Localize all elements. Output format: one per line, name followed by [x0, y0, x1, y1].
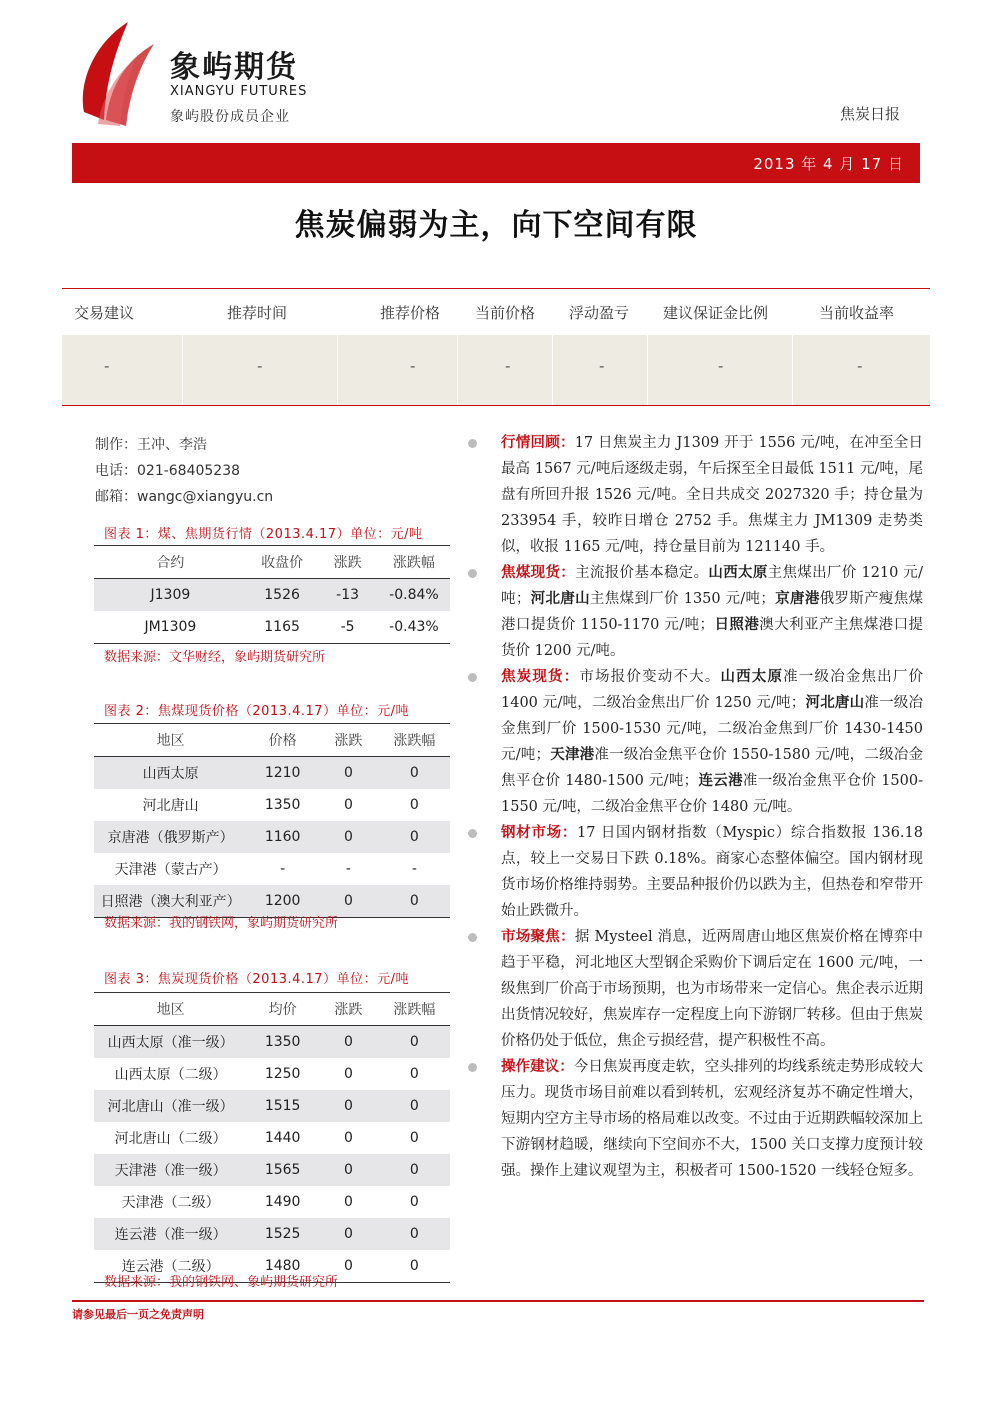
report-date: 2013 年 4 月 17 日 — [753, 155, 904, 173]
table-cell: -0.84% — [378, 579, 450, 612]
table-cell: 山西太原 — [94, 757, 247, 790]
table-cell: 0 — [379, 1218, 450, 1250]
brand-name-cn: 象屿期货 — [170, 50, 298, 85]
bullet-icon — [468, 569, 477, 578]
paragraph-text: 今日焦炭再度走软，空头排列的均线系统走势形成较大压力。现货市场目前难以看到转机，宏观经济复苏不确定性增大，短期内空方主导市场的格局难以改变。不过由于近期跌幅较深加上下游钢材趋暖，继续向下空间亦不大，1500 关口支撑力度预计较强。操作上建议观望为主，积极者可 1500-1520 一线轻仓短多。 — [501, 1059, 924, 1179]
table-cell: 京唐港（俄罗斯产） — [94, 821, 247, 853]
paragraph-title: 钢材市场： — [501, 825, 578, 841]
table-row — [94, 1154, 450, 1186]
table-cell: 0 — [379, 1250, 450, 1283]
table-cell: 0 — [318, 757, 379, 790]
table-cell: 1480 — [247, 1250, 318, 1283]
table-cell: 日照港（澳大利亚产） — [94, 885, 247, 918]
trade-header-cell: 当前价格 — [475, 304, 536, 322]
table-cell: 0 — [379, 757, 450, 790]
paragraph-text: 据 Mysteel 消息，近两周唐山地区焦炭价格在博弈中趋于平稳，河北地区大型钢企采购价下调后定在 1600 元/吨，一级焦到厂价高于市场预期，也为市场带来一定信心。焦企表示近期出货情况较好，焦炭库存一定程度上向下游钢厂转移。但由于焦炭价格仍处于低位，焦企亏损经营，提产积极性不高。 — [501, 929, 924, 1049]
trade-table-row — [62, 335, 930, 406]
table-cell: 1490 — [264, 1194, 301, 1210]
table-cell: 山西太原（准一级） — [94, 1026, 247, 1059]
table-row — [94, 579, 450, 612]
table-cell: 0 — [318, 1218, 379, 1250]
bullet-icon — [468, 829, 477, 838]
table-header-cell: 涨跌幅 — [379, 724, 450, 757]
location-highlight: 日照港 — [714, 617, 760, 633]
paragraph-text: 准一级冶金焦到厂价 1500-1530 元/吨，二级冶金焦到厂价 1430-1450 元/吨； — [501, 695, 924, 763]
trade-value-cell: - — [599, 357, 605, 375]
trade-recommendation-table — [62, 288, 930, 406]
table-cell: 0 — [343, 1130, 353, 1146]
location-highlight: 河北唐山 — [530, 591, 590, 607]
table-cell: 河北唐山（准一级） — [94, 1090, 247, 1122]
table-cell: 0 — [318, 1090, 379, 1122]
trade-header-cell: 交易建议 — [74, 304, 135, 322]
paragraph-text: 主流报价基本稳定。 — [575, 565, 709, 581]
table-cell: 1160 — [247, 821, 318, 853]
trade-value-cell: - — [410, 357, 416, 375]
table-header-cell: 价格 — [247, 724, 318, 757]
table-cell: 0 — [318, 1154, 379, 1186]
trade-table-header — [62, 288, 930, 336]
table-cell: 0 — [343, 797, 353, 813]
footer-divider — [72, 1300, 924, 1302]
coking-coal-spot-table — [94, 723, 450, 918]
location-highlight: 连云港 — [698, 773, 743, 789]
table-cell: 0 — [379, 821, 450, 853]
table-header-cell: 涨跌 — [318, 724, 379, 757]
table-cell: 0 — [318, 821, 379, 853]
table-cell: J1309 — [94, 579, 247, 612]
table-cell: 0 — [379, 1154, 450, 1186]
paragraph-text: 准一级冶金焦出厂价 1400 元/吨，二级冶金焦出厂价 1250 元/吨； — [501, 669, 924, 711]
author-info: 制作：王冲、李浩 — [95, 437, 207, 453]
table-cell: 0 — [409, 1066, 419, 1082]
email-info: 邮箱：wangc@xiangyu.cn — [95, 489, 274, 505]
commentary-paragraph — [468, 820, 923, 924]
table-cell: - — [411, 861, 417, 877]
table-row — [94, 789, 450, 821]
table-cell: 0 — [409, 1130, 419, 1146]
table-cell: 0 — [343, 1194, 353, 1210]
table-row — [94, 821, 450, 853]
table-header-cell: 涨跌 — [318, 993, 379, 1026]
table-cell: 天津港（准一级） — [94, 1154, 247, 1186]
table-cell: 连云港（二级） — [94, 1250, 247, 1283]
coke-spot-table — [94, 992, 450, 1283]
table-cell: 1525 — [247, 1218, 318, 1250]
table-cell: -5 — [317, 611, 377, 644]
table3-caption: 图表 3：焦炭现货价格（2013.4.17）单位：元/吨 — [104, 972, 409, 987]
trade-header-cell: 当前收益率 — [819, 304, 895, 322]
paragraph-text: 主焦煤出厂价 1210 元/吨； — [501, 565, 924, 607]
table-row — [94, 1122, 450, 1154]
table-cell: 1526 — [247, 579, 318, 612]
table-cell: 0 — [379, 1026, 450, 1059]
table-cell: -0.43% — [378, 611, 450, 644]
table-cell: - — [280, 861, 286, 877]
page-title: 焦炭偏弱为主，向下空间有限 — [294, 208, 698, 243]
table-row — [94, 1026, 450, 1059]
table-header-cell: 涨跌幅 — [378, 546, 450, 579]
table-header-cell: 合约 — [94, 546, 247, 579]
table-cell: 0 — [318, 1250, 379, 1283]
table-header-cell: 涨跌幅 — [379, 993, 450, 1026]
paragraph-text: 市场报价变动不大。 — [579, 669, 721, 685]
location-highlight: 山西太原 — [708, 565, 768, 581]
bullet-icon — [468, 673, 477, 682]
paragraph-title: 焦炭现货： — [501, 669, 580, 685]
table1-source: 数据来源：文华财经，象屿期货研究所 — [104, 650, 326, 665]
table-cell: 0 — [318, 1026, 379, 1059]
table-cell: 1440 — [264, 1130, 301, 1146]
table-row — [94, 853, 450, 885]
commentary-paragraph — [468, 430, 923, 560]
table-cell: 0 — [379, 1090, 450, 1122]
table-cell: 0 — [343, 1066, 353, 1082]
phone-info: 电话：021-68405238 — [95, 463, 241, 479]
logo-icon — [76, 20, 156, 128]
table-row — [94, 757, 450, 790]
commentary-paragraph — [468, 560, 923, 664]
bullet-icon — [468, 933, 477, 942]
bullet-icon — [468, 1063, 477, 1072]
table-cell: 0 — [379, 885, 450, 918]
location-highlight: 山西太原 — [720, 669, 784, 685]
paragraph-title: 市场聚焦： — [501, 929, 575, 945]
trade-value-cell: - — [104, 357, 110, 375]
commentary-paragraph — [468, 1054, 923, 1184]
table-header-cell: 地区 — [94, 993, 247, 1026]
paragraph-text: 俄罗斯产瘦焦煤港口提货价 1150-1170 元/吨； — [501, 591, 924, 633]
table-header-cell: 地区 — [94, 724, 247, 757]
table2-source: 数据来源：我的钢铁网，象屿期货研究所 — [104, 916, 339, 931]
paragraph-text: 17 日国内钢材指数（Myspic）综合指数报 136.18 点，较上一交易日下跌 0.18%。商家心态整体偏空。国内钢材现货市场价格维持弱势。主要品种报价仍以跌为主，但热卷和窄带开始止跌微升。 — [501, 825, 923, 919]
market-commentary — [468, 430, 923, 1184]
table-header-cell: 均价 — [247, 993, 318, 1026]
table-cell: 1565 — [247, 1154, 318, 1186]
paragraph-text: 澳大利亚产主焦煤港口提货价 1200 元/吨。 — [501, 617, 924, 659]
table-cell: 河北唐山 — [142, 798, 199, 814]
trade-header-cell: 浮动盈亏 — [569, 304, 630, 322]
table3-source: 数据来源：我的钢铁网、象屿期货研究所 — [104, 1275, 339, 1290]
futures-quote-table — [94, 545, 450, 644]
paragraph-text: 准一级冶金焦平仓价 1500-1550 元/吨，二级冶金焦平仓价 1480 元/吨。 — [501, 773, 923, 815]
trade-value-cell: - — [257, 357, 263, 375]
table-row — [94, 611, 450, 644]
table-header-cell: 收盘价 — [247, 546, 318, 579]
table-cell: 1250 — [264, 1066, 301, 1082]
location-highlight: 天津港 — [550, 747, 595, 763]
table-cell: 山西太原（二级） — [114, 1067, 227, 1083]
trade-value-cell: - — [505, 357, 511, 375]
table-cell: 1515 — [247, 1090, 318, 1122]
disclaimer-note: 请参见最后一页之免责声明 — [72, 1308, 204, 1321]
table-cell: 河北唐山（二级） — [114, 1131, 227, 1147]
table-cell: 1350 — [247, 1026, 318, 1059]
table-cell: - — [345, 861, 351, 877]
table-cell: 1165 — [247, 611, 318, 644]
table-cell: -13 — [317, 579, 377, 612]
trade-value-cell: - — [718, 357, 724, 375]
commentary-paragraph — [468, 924, 923, 1054]
table-row — [94, 1058, 450, 1090]
table-cell: 0 — [409, 797, 419, 813]
trade-header-cell: 推荐价格 — [380, 304, 441, 322]
paragraph-title: 行情回顾： — [501, 435, 575, 451]
paragraph-text: 准一级冶金焦平仓价 1550-1580 元/吨，二级冶金焦平仓价 1480-1500 元/吨； — [501, 747, 924, 789]
table-cell: 连云港（准一级） — [94, 1218, 247, 1250]
table-cell: 0 — [409, 1194, 419, 1210]
trade-header-cell: 建议保证金比例 — [663, 304, 769, 322]
table-row — [94, 1218, 450, 1250]
table-cell: 1210 — [247, 757, 318, 790]
location-highlight: 河北唐山 — [805, 695, 865, 711]
paragraph-title: 焦煤现货： — [501, 565, 576, 581]
table-cell: 天津港（二级） — [121, 1195, 220, 1211]
brand-name-en: XIANGYU FUTURES — [170, 84, 308, 99]
paragraph-text: 主焦煤到厂价 1350 元/吨； — [589, 591, 775, 607]
table-cell: JM1309 — [94, 611, 247, 644]
table2-caption: 图表 2：焦煤现货价格（2013.4.17）单位：元/吨 — [104, 704, 409, 719]
commentary-paragraph — [468, 664, 923, 820]
paragraph-title: 操作建议： — [501, 1059, 574, 1075]
report-type: 焦炭日报 — [839, 105, 900, 123]
table1-caption: 图表 1：煤、焦期货行情（2013.4.17）单位：元/吨 — [104, 527, 423, 542]
table-cell: 1200 — [247, 885, 318, 918]
table-cell: 0 — [318, 885, 379, 918]
paragraph-text: 17 日焦炭主力 J1309 开于 1556 元/吨，在冲至全日最高 1567 元/吨后逐级走弱，午后探至全日最低 1511 元/吨，尾盘有所回升报 1526 元/吨。全日共成交 2027320 手；持仓量为 233954 手，较昨日增仓 2752 手。焦煤主力 JM1309 走势类似，收报 1165 元/吨，持仓量目前为 121140 手。 — [501, 435, 923, 555]
location-highlight: 京唐港 — [774, 591, 820, 607]
trade-header-cell: 推荐时间 — [227, 304, 288, 322]
table-header-cell: 涨跌 — [317, 546, 377, 579]
trade-value-cell: - — [857, 357, 863, 375]
table-cell: 1350 — [264, 797, 301, 813]
brand-subtitle: 象屿股份成员企业 — [170, 109, 290, 125]
bullet-icon — [468, 439, 477, 448]
table-row — [94, 1090, 450, 1122]
table-row — [94, 1186, 450, 1218]
table-cell: 天津港（蒙古产） — [114, 862, 227, 878]
